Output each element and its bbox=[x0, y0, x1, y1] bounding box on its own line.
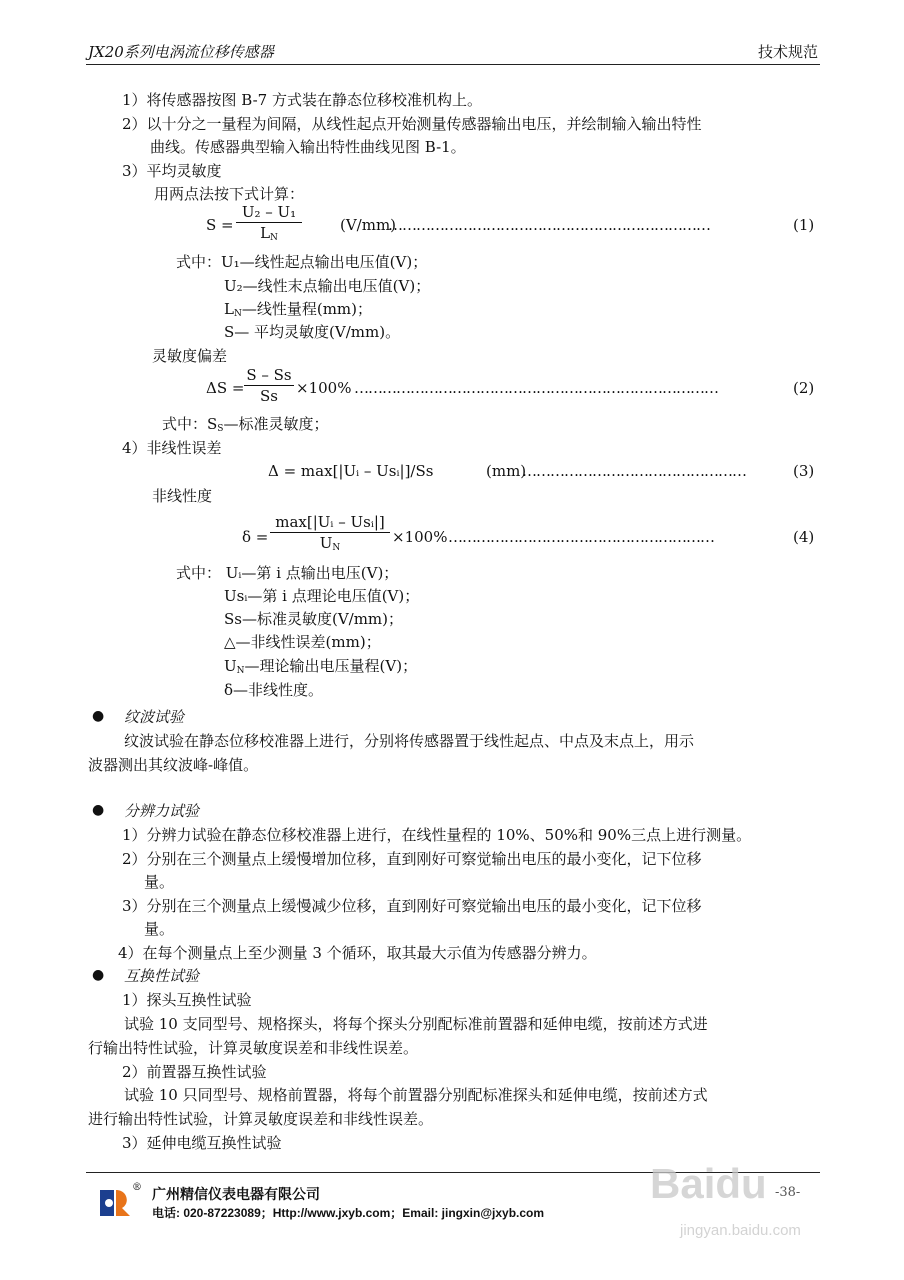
heading-interchangeability-test: 互换性试验 bbox=[124, 967, 200, 985]
where-ln: $L_N—$线性量程(mm)； bbox=[224, 300, 372, 319]
step-3-desc: 用两点法按下式计算： bbox=[154, 185, 305, 203]
footer-contact: 电话: 020-87223089；Http://www.jxyb.com；Email: jingxin@jxyb.com bbox=[152, 1206, 545, 1220]
bullet-icon: ● bbox=[92, 708, 105, 724]
interchange-step-2: 2）前置器互换性试验 bbox=[122, 1063, 267, 1081]
resolution-step-4: 4）在每个测量点上至少测量 3 个循环，取其最大示值为传感器分辨力。 bbox=[118, 944, 597, 962]
header-rule bbox=[86, 64, 820, 65]
heading-resolution-test: 分辨力试验 bbox=[124, 802, 200, 820]
resolution-step-2-cont: 量。 bbox=[144, 873, 175, 891]
where-delta-small: δ—非线性度。 bbox=[224, 681, 324, 699]
footer-company: 广州精信仪表电器有限公司 bbox=[152, 1187, 320, 1203]
formula-1-fraction: U₂ – U₁ $L_N$ bbox=[236, 203, 302, 247]
interchange-step-3: 3）延伸电缆互换性试验 bbox=[122, 1134, 282, 1152]
formula-4-fraction: max[|Uᵢ – Usᵢ|] $U_N$ bbox=[270, 513, 390, 557]
interchange-step-1-para: 试验 10 支同型号、规格探头，将每个探头分别配标准前置器和延伸电缆，按前述方式进 bbox=[124, 1015, 708, 1033]
ripple-para-1: 纹波试验在静态位移校准器上进行，分别将传感器置于线性起点、中点及末点上，用示 bbox=[124, 732, 695, 750]
company-logo bbox=[98, 1186, 132, 1220]
where-ss: 式中：$S_S—$标准灵敏度； bbox=[162, 415, 329, 434]
step-4: 4）非线性误差 bbox=[122, 439, 222, 457]
bullet-icon: ● bbox=[92, 802, 105, 818]
watermark-url: jingyan.baidu.com bbox=[680, 1222, 801, 1239]
resolution-step-3-cont: 量。 bbox=[144, 920, 175, 938]
where-usi: Usᵢ—第 i 点理论电压值(V)； bbox=[224, 587, 420, 605]
where-s: S— 平均灵敏度(V/mm)。 bbox=[224, 323, 401, 341]
page-number: -38- bbox=[775, 1185, 801, 1200]
step-3: 3）平均灵敏度 bbox=[122, 162, 222, 180]
where-u1: 式中：U₁—线性起点输出电压值(V)； bbox=[176, 253, 428, 271]
ripple-para-2: 波器测出其纹波峰-峰值。 bbox=[88, 756, 259, 774]
registered-mark: ® bbox=[132, 1182, 142, 1193]
where-delta: △—非线性误差(mm)； bbox=[224, 633, 381, 651]
header-title: JX20系列电涡流位移传感器 bbox=[88, 43, 274, 61]
interchange-step-2-para: 试验 10 只同型号、规格前置器，将每个前置器分别配标准探头和延伸电缆，按前述方式 bbox=[124, 1086, 708, 1104]
where-ui: 式中： Uᵢ—第 i 点输出电压(V)； bbox=[176, 564, 399, 582]
step-2-cont: 曲线。传感器典型输入输出特性曲线见图 B-1。 bbox=[150, 138, 466, 156]
header-section: 技术规范 bbox=[757, 43, 818, 61]
interchange-step-1-para-cont: 行输出特性试验，计算灵敏度误差和非线性误差。 bbox=[88, 1039, 419, 1057]
step-2: 2）以十分之一量程为间隔，从线性起点开始测量传感器输出电压，并绘制输入输出特性 bbox=[122, 115, 702, 133]
bullet-icon: ● bbox=[92, 967, 105, 983]
resolution-step-3: 3）分别在三个测量点上缓慢减少位移，直到刚好可察觉输出电压的最小变化，记下位移 bbox=[122, 897, 702, 915]
step-1: 1）将传感器按图 B-7 方式装在静态位移校准机构上。 bbox=[122, 91, 482, 109]
interchange-step-2-para-cont: 进行输出特性试验，计算灵敏度误差和非线性误差。 bbox=[88, 1110, 434, 1128]
heading-ripple-test: 纹波试验 bbox=[124, 708, 185, 726]
where-un: $U_N—$理论输出电压量程(V)； bbox=[224, 657, 418, 676]
where-ss2: Ss—标准灵敏度(V/mm)； bbox=[224, 610, 404, 628]
resolution-step-2: 2）分别在三个测量点上缓慢增加位移，直到刚好可察觉输出电压的最小变化，记下位移 bbox=[122, 850, 702, 868]
sensitivity-deviation-label: 灵敏度偏差 bbox=[152, 347, 228, 365]
resolution-step-1: 1）分辨力试验在静态位移校准器上进行，在线性量程的 10%、50%和 90%三点上进行测量。 bbox=[122, 826, 752, 844]
formula-2-fraction: S – Ss Ss bbox=[244, 366, 294, 405]
nonlinearity-label: 非线性度 bbox=[152, 487, 213, 505]
where-u2: U₂—线性末点输出电压值(V)； bbox=[224, 277, 431, 295]
interchange-step-1: 1）探头互换性试验 bbox=[122, 991, 252, 1009]
watermark-logo: Baidu bbox=[650, 1160, 767, 1207]
